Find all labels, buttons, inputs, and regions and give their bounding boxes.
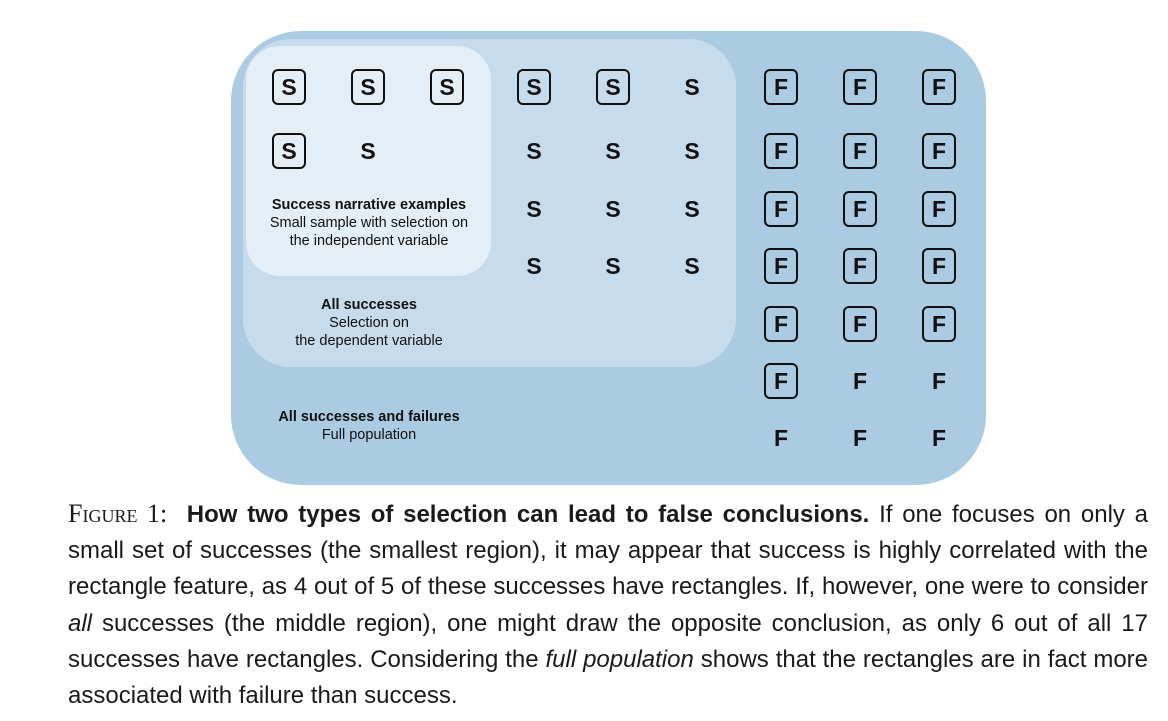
outer-region-line1: Full population: [321, 427, 417, 443]
inner-region-title: Success narrative examples: [271, 197, 467, 213]
failure-boxed-token: F: [764, 248, 798, 284]
middle-region-title: All successes: [321, 297, 417, 313]
failure-boxed-token: F: [843, 248, 877, 284]
caption-text-part2: successes (the middle region), one might draw the opposite conclusion, as only 6 out of all 17 successes have rectangles. Considering the: [68, 609, 1149, 673]
failure-boxed-token: F: [922, 133, 956, 169]
failure-boxed-token: F: [764, 306, 798, 342]
success-boxed-token: S: [596, 69, 630, 105]
inner-region-line1: Small sample with selection on: [269, 215, 469, 231]
failure-boxed-token: F: [843, 133, 877, 169]
outer-region-title: All successes and failures: [278, 409, 460, 425]
success-token: S: [526, 252, 542, 279]
success-token: S: [360, 137, 376, 164]
success-boxed-token: S: [430, 69, 464, 105]
middle-region-line1: Selection on: [329, 315, 409, 331]
success-boxed-token: S: [517, 69, 551, 105]
caption-text-part1: If one focuses on only a small set of successes (the smallest region), it may appear that success is highly correlated with the rectangle feature, as 4 out of 5 of these successes have rectangles. If, however, one were to consider: [68, 501, 1149, 601]
failure-boxed-token: F: [764, 133, 798, 169]
failure-boxed-token: F: [764, 191, 798, 227]
failure-boxed-token: F: [764, 363, 798, 399]
middle-region-line2: the dependent variable: [295, 333, 443, 349]
success-boxed-token: S: [272, 69, 306, 105]
success-token: S: [684, 137, 700, 164]
failure-token: F: [931, 367, 947, 394]
success-token: S: [526, 137, 542, 164]
figure-caption: [68, 496, 1148, 714]
failure-token: F: [852, 367, 868, 394]
success-token: S: [605, 252, 621, 279]
caption-text-part3: shows that the rectangles are in fact more associated with failure than success.: [68, 645, 1149, 710]
failure-boxed-token: F: [843, 306, 877, 342]
failure-boxed-token: F: [922, 69, 956, 105]
figure-label: Figure 1:: [68, 499, 168, 528]
inner-region-label: [249, 196, 489, 250]
middle-region-label: [249, 296, 489, 350]
success-token: S: [526, 195, 542, 222]
success-token: S: [684, 73, 700, 100]
failure-boxed-token: F: [922, 248, 956, 284]
failure-boxed-token: F: [922, 191, 956, 227]
success-boxed-token: S: [351, 69, 385, 105]
success-token: S: [684, 195, 700, 222]
outer-region-label: [249, 408, 489, 444]
caption-title: How two types of selection can lead to false conclusions.: [186, 501, 870, 528]
caption-emph-full: full population: [545, 645, 694, 673]
failure-boxed-token: F: [922, 306, 956, 342]
failure-token: F: [931, 424, 947, 451]
inner-region-line2: the independent variable: [289, 233, 449, 249]
success-token: S: [605, 137, 621, 164]
failure-token: F: [773, 424, 789, 451]
failure-boxed-token: F: [843, 191, 877, 227]
caption-emph-all: all: [68, 609, 93, 637]
success-token: S: [605, 195, 621, 222]
failure-token: F: [852, 424, 868, 451]
failure-boxed-token: F: [764, 69, 798, 105]
success-boxed-token: S: [272, 133, 306, 169]
failure-boxed-token: F: [843, 69, 877, 105]
success-token: S: [684, 252, 700, 279]
